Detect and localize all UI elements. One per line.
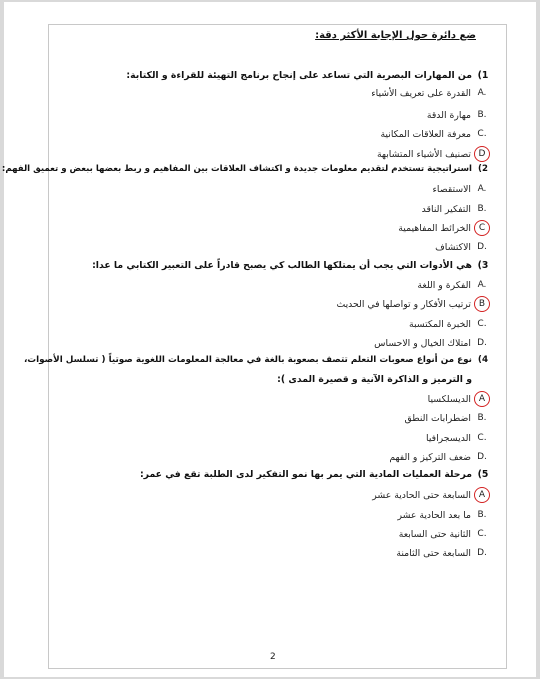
option-text: الديسجرافيا <box>426 432 471 444</box>
option-text: امتلاك الخيال و الاحساس <box>374 337 471 349</box>
option-2a[interactable] <box>433 181 490 197</box>
option-2d[interactable] <box>435 239 490 255</box>
option-text: معرفة العلاقات المكانية <box>380 128 471 140</box>
option-2c[interactable] <box>398 220 490 236</box>
option-text: ترتيب الأفكار و تواصلها في الحديث <box>336 298 471 310</box>
option-letter: D. <box>477 242 487 252</box>
option-letter: B. <box>477 204 487 214</box>
option-letter: A. <box>477 184 487 194</box>
instruction-heading: ضع دائرة حول الإجابة الأكثر دقة: <box>315 30 476 41</box>
question-number: 2) <box>478 164 488 174</box>
option-text: القدرة على تعريف الأشياء <box>371 87 471 99</box>
option-3d[interactable] <box>374 335 490 351</box>
question-text: مرحلة العمليات المادية التي يمر بها نمو التفكير لدى الطلبة تقع في عمر: <box>139 469 472 480</box>
selected-answer-circle: C <box>474 220 490 236</box>
question-number: 4) <box>477 355 489 365</box>
option-text: الفكرة و اللغة <box>417 279 471 291</box>
question-4-continued: و الترميز و الذاكرة الآنية و قصيرة المدى ): <box>277 374 472 385</box>
option-text: الخرائط المفاهيمية <box>398 222 471 234</box>
question-text: استراتيجية تستخدم لتقديم معلومات جديدة و اكتشاف العلاقات بين المفاهيم و ربط بعضها ببعض و تعميق الفهم: <box>1 164 472 174</box>
option-text: مهارة الدقة <box>426 109 471 121</box>
question-2 <box>2 164 490 174</box>
selected-answer-circle: D <box>474 146 490 162</box>
option-letter: A. <box>477 88 487 98</box>
option-4b[interactable] <box>404 410 490 426</box>
option-1a[interactable] <box>371 85 490 101</box>
option-letter: B. <box>477 413 487 423</box>
option-letter: A. <box>477 280 487 290</box>
option-letter: C. <box>477 433 487 443</box>
question-5 <box>140 469 490 480</box>
option-text: الخبرة المكتسبة <box>409 318 471 330</box>
question-number: 5) <box>477 469 489 480</box>
option-text: اضطرابات النطق <box>404 412 471 424</box>
option-text: الاكتشاف <box>435 241 471 253</box>
option-letter: D. <box>477 338 487 348</box>
option-1d[interactable] <box>377 146 490 162</box>
option-1b[interactable] <box>427 107 490 123</box>
option-text: ما بعد الحادية عشر <box>397 509 471 521</box>
option-2b[interactable] <box>422 201 490 217</box>
option-4d[interactable] <box>389 449 490 465</box>
selected-answer-circle: A <box>474 391 490 407</box>
option-5b[interactable] <box>397 507 490 523</box>
document-page <box>1 2 536 677</box>
question-text: هي الأدوات التي يجب أن يمتلكها الطالب كي يصبح قادراً على التعبير الكتابي ما عدا: <box>92 260 472 271</box>
option-3a[interactable] <box>417 277 490 293</box>
option-4c[interactable] <box>426 430 490 446</box>
page-number: 2 <box>270 652 276 662</box>
selected-answer-circle: B <box>474 296 490 312</box>
option-text: التفكير الناقد <box>421 203 471 215</box>
option-letter: D. <box>477 548 487 558</box>
option-1c[interactable] <box>380 126 490 142</box>
option-5d[interactable] <box>396 545 490 561</box>
option-text: تصنيف الأشياء المتشابهة <box>376 148 471 160</box>
option-text: الديسلكسيا <box>427 393 471 405</box>
question-1 <box>126 70 490 81</box>
selected-answer-circle: A <box>474 487 490 503</box>
option-letter: B. <box>477 110 487 120</box>
question-3 <box>92 260 490 271</box>
option-4a[interactable] <box>428 391 490 407</box>
question-text: من المهارات البصرية التي تساعد على إنجاح برنامج التهيئة للقراءة و الكتابة: <box>126 70 472 81</box>
option-5c[interactable] <box>399 526 490 542</box>
option-text: ضعف التركيز و الفهم <box>389 451 471 463</box>
option-letter: D. <box>477 452 487 462</box>
option-text: الثانية حتى السابعة <box>398 528 471 540</box>
question-text: نوع من أنواع صعوبات التعلم تتصف بصعوبة بالغة في معالجة المعلومات اللغوية صوتياً ( تسلسل الأصوات، <box>23 355 472 365</box>
option-text: الاستقصاء <box>432 183 471 195</box>
option-3c[interactable] <box>409 316 490 332</box>
question-number: 3) <box>477 260 489 271</box>
option-5a[interactable] <box>372 487 490 503</box>
question-4 <box>24 355 490 365</box>
question-number: 1) <box>477 70 489 81</box>
option-text: السابعة حتى الثامنة <box>396 547 471 559</box>
option-text: السابعة حتى الحادية عشر <box>372 489 471 501</box>
option-letter: C. <box>477 529 487 539</box>
option-letter: C. <box>477 129 487 139</box>
option-letter: C. <box>477 319 487 329</box>
option-3b[interactable] <box>336 296 490 312</box>
option-letter: B. <box>477 510 487 520</box>
